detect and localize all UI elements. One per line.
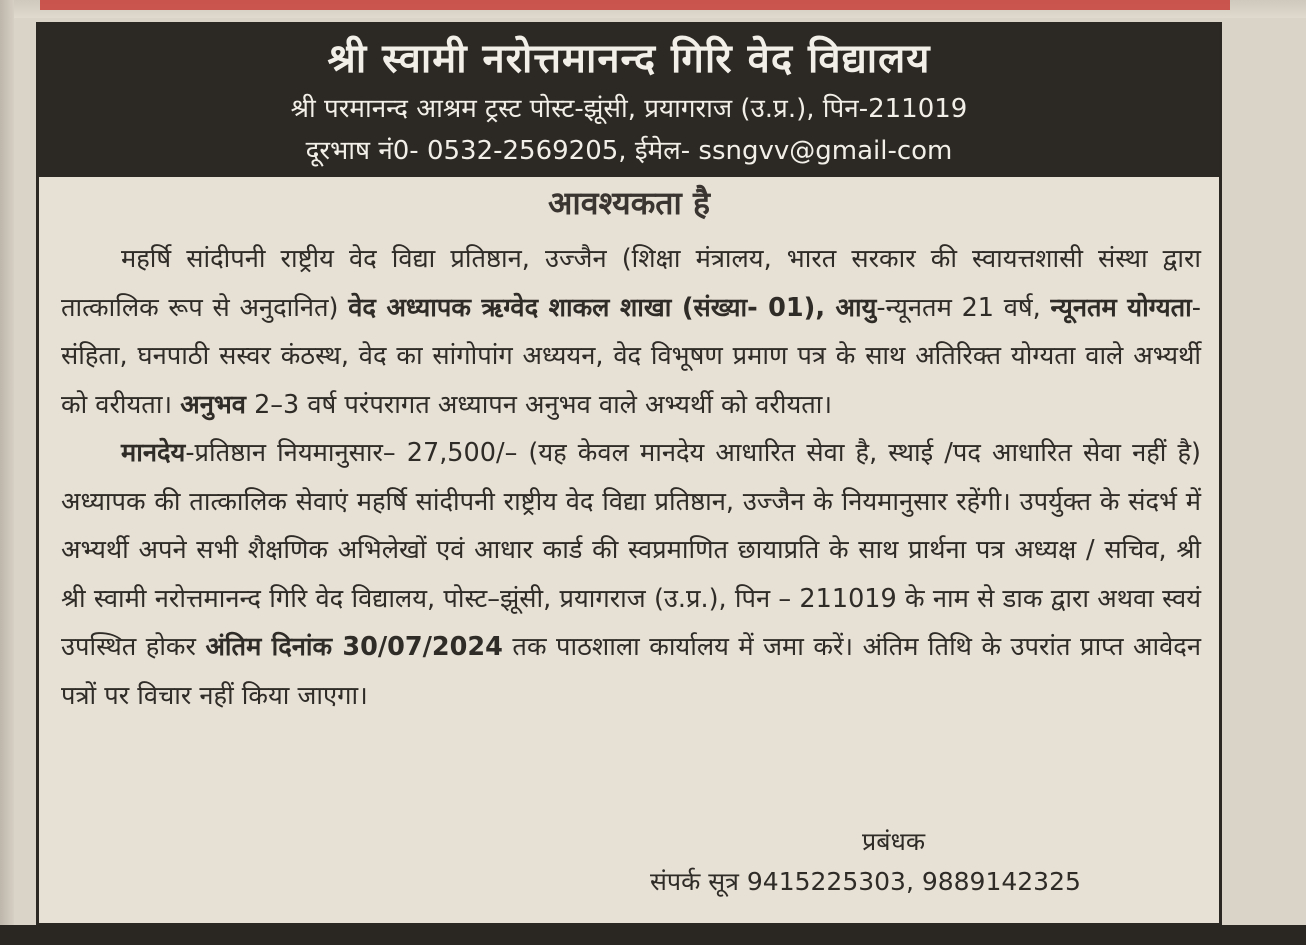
page-left-edge — [0, 0, 14, 945]
institution-contact: दूरभाष नं0- 0532-2569205, ईमेल- ssngvv@gmail-com — [305, 136, 953, 166]
honorarium-label: मानदेय — [121, 438, 186, 468]
notice-body — [61, 235, 1201, 720]
closing-text: तक पाठशाला कार्यालय में जमा करें। अंतिम तिथि के उपरांत प्राप्त आवेदन पत्रों पर विचार नहीं किया जाएगा। — [61, 632, 1201, 711]
intro-text: महर्षि सांदीपनी राष्ट्रीय वेद विद्या प्रतिष्ठान, उज्जैन (शिक्षा मंत्रालय, भारत सरकार की स्वायत्तशासी संस्था द्वारा तात्कालिक रूप से अनुदानित) — [61, 244, 1201, 323]
post-title: वेद अध्यापक ऋग्वेद शाकल शाखा (संख्या- 01), आयु — [348, 292, 877, 323]
notice-header — [39, 25, 1219, 177]
honorarium-text: -प्रतिष्ठान नियमानुसार– 27,500/– (यह केवल मानदेय आधारित सेवा है, स्थाई /पद आधारित सेवा नहीं है) अध्यापक की तात्कालिक सेवाएं महर्षि सांदीपनी राष्ट्रीय वेद विद्या प्रतिष्ठान, उज्जैन के नियमानुसार रहेंगी। उपर्युक्त के संदर्भ में अभ्यर्थी अपने सभी शैक्षणिक अभिलेखों एवं आधार कार्ड की स्वप्रमाणित छायाप्रति के साथ प्रार्थना पत्र अध्यक्ष / सचिव, श्री श्री स्वामी नरोत्तमानन्द गिरि वेद विद्यालय, पोस्ट–झूंसी, प्रयागराज (उ.प्र.), पिन – 211019 के नाम से डाक द्वारा अथवा स्वयं उपस्थित होकर — [61, 438, 1202, 662]
experience-label: अनुभव — [180, 389, 246, 420]
signer-role: प्रबंधक — [862, 827, 926, 856]
page-bottom-edge — [0, 925, 1306, 945]
qualification-label: न्यूनतम योग्यता — [1050, 292, 1192, 323]
paragraph-honorarium — [61, 429, 1201, 720]
deadline-label: अंतिम दिनांक 30/07/2024 — [205, 632, 503, 662]
signer-contact: संपर्क सूत्र 9415225303, 9889142325 — [650, 867, 1081, 896]
institution-address: श्री परमानन्द आश्रम ट्रस्ट पोस्ट-झूंसी, प्रयागराज (उ.प्र.), पिन-211019 — [290, 94, 968, 124]
notice-box — [36, 22, 1222, 926]
paragraph-requirements — [61, 235, 1201, 429]
notice-heading: आवश्यकता है — [548, 184, 710, 222]
age-text: -न्यूनतम 21 वर्ष, — [876, 292, 1041, 323]
experience-text: 2–3 वर्ष परंपरागत अध्यापन अनुभव वाले अभ्यर्थी को वरीयता। — [254, 389, 833, 420]
qualification-text: -संहिता, घनपाठी सस्वर कंठस्थ, वेद का सांगोपांग अध्ययन, वेद विभूषण प्रमाण पत्र के साथ अतिरिक्त योग्यता वाले अभ्यर्थी को वरीयता। — [61, 292, 1201, 420]
red-banner-strip — [40, 0, 1230, 10]
institution-title: श्री स्वामी नरोत्तमानन्द गिरि वेद विद्यालय — [327, 36, 931, 82]
